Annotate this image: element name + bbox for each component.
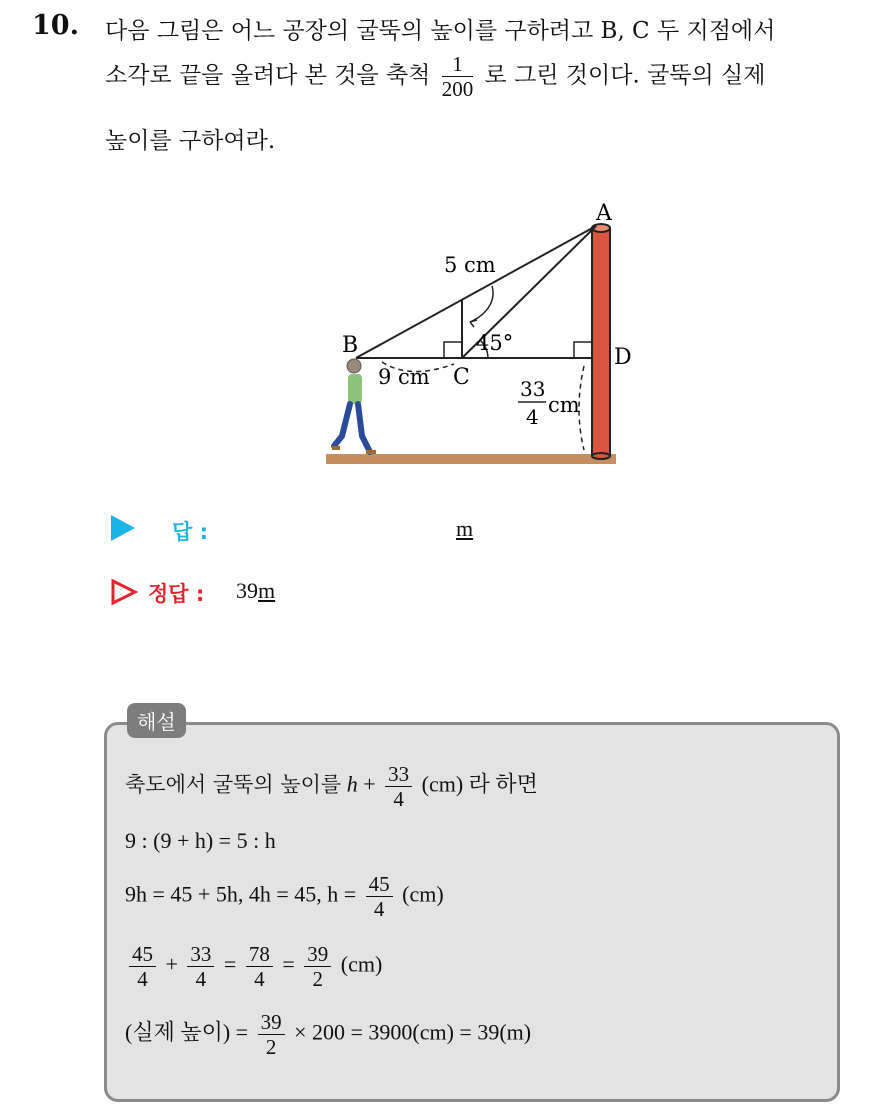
l4-frac-1-num: 45 xyxy=(129,942,156,967)
solution-line-5b: × 200 = 3900(cm) = 39(m) xyxy=(294,1019,532,1045)
fraction-39-2-den: 2 xyxy=(265,1035,277,1060)
solution-line-4 xyxy=(125,942,382,991)
fraction-45-4 xyxy=(366,872,393,921)
l4-frac-2 xyxy=(187,942,214,991)
fraction-45-4-num: 45 xyxy=(366,872,393,897)
fraction-33-4-num: 33 xyxy=(385,762,412,787)
label-D: D xyxy=(614,345,632,370)
arrowhead-5cm xyxy=(470,320,477,327)
equals-sign-2: = xyxy=(282,951,295,977)
correct-answer-label: 정답 : xyxy=(148,582,205,606)
chimney xyxy=(592,224,610,459)
answer-label: 답 : xyxy=(172,520,208,544)
answer-play-icon xyxy=(111,515,135,541)
fraction-39-2-num: 39 xyxy=(258,1010,285,1035)
brace-33-4cm xyxy=(579,366,584,450)
solution-h-expr: h + xyxy=(346,771,376,797)
l4-frac-4-num: 39 xyxy=(304,942,331,967)
solution-line-4b: (cm) xyxy=(340,951,383,977)
correct-answer-value xyxy=(236,578,275,604)
solution-line-3 xyxy=(125,872,444,921)
l4-frac-1 xyxy=(129,942,156,991)
label-B: B xyxy=(342,333,359,358)
problem-line-3: 높이를 구하여라. xyxy=(105,128,276,154)
solution-line-1 xyxy=(125,762,538,811)
l4-frac-1-den: 4 xyxy=(137,967,148,992)
solution-tag: 해설 xyxy=(127,703,186,738)
problem-line-1: 다음 그림은 어느 공장의 굴뚝의 높이를 구하려고 B, C 두 지점에서 xyxy=(105,18,776,44)
ground xyxy=(326,454,616,464)
right-angle-mark-C xyxy=(444,342,462,358)
problem-line-2 xyxy=(105,52,765,101)
answer-unit[interactable]: m xyxy=(456,516,474,541)
angle-45-label: 45° xyxy=(476,331,514,355)
l4-frac-4 xyxy=(304,942,331,991)
fraction-45-4-den: 4 xyxy=(373,897,385,922)
right-angle-mark-D xyxy=(574,342,592,358)
solution-line-5a: (실제 높이) = xyxy=(125,1019,249,1045)
length-5cm: 5 cm xyxy=(444,253,496,277)
solution-line-3a: 9h = 45 + 5h, 4h = 45, h = xyxy=(125,881,357,907)
scale-fraction xyxy=(442,52,474,101)
question-number: 10. xyxy=(32,10,79,41)
fraction-33-4-den: 4 xyxy=(393,787,404,812)
problem-line-2b: 로 그린 것이다. 굴뚝의 실제 xyxy=(484,62,766,89)
scale-denominator: 200 xyxy=(441,77,474,102)
length-33-den: 4 xyxy=(526,405,539,429)
l4-frac-3-num: 78 xyxy=(246,942,273,967)
scale-numerator: 1 xyxy=(442,52,474,77)
solution-line-1b: (cm) 라 하면 xyxy=(421,771,538,797)
person xyxy=(332,359,376,452)
label-C: C xyxy=(453,365,470,390)
length-9cm: 9 cm xyxy=(378,365,430,389)
solution-line-2: 9 : (9 + h) = 5 : h xyxy=(125,828,276,853)
correct-answer-unit: m xyxy=(258,578,276,603)
correct-play-outline-icon xyxy=(110,578,138,606)
equals-sign-1: = xyxy=(223,951,237,977)
l4-frac-2-den: 4 xyxy=(195,967,207,992)
solution-line-1a: 축도에서 굴뚝의 높이를 xyxy=(125,772,342,797)
label-A: A xyxy=(596,201,612,226)
problem-line-2a: 소각로 끝을 올려다 본 것을 축척 xyxy=(105,62,431,89)
chimney-figure xyxy=(320,190,632,470)
fraction-39-2 xyxy=(258,1010,285,1059)
solution-line-3b: (cm) xyxy=(402,881,444,907)
l4-frac-3-den: 4 xyxy=(254,967,265,992)
length-33-num: 33 xyxy=(520,377,546,401)
fraction-33-4 xyxy=(385,762,412,811)
solution-line-5 xyxy=(125,1010,531,1059)
length-33-unit: cm xyxy=(548,393,580,417)
l4-frac-3 xyxy=(246,942,273,991)
l4-frac-2-num: 33 xyxy=(187,942,214,967)
plus-sign: + xyxy=(165,951,178,977)
correct-answer-number: 39 xyxy=(236,578,258,603)
pointer-5cm xyxy=(470,286,493,322)
l4-frac-4-den: 2 xyxy=(312,967,324,992)
